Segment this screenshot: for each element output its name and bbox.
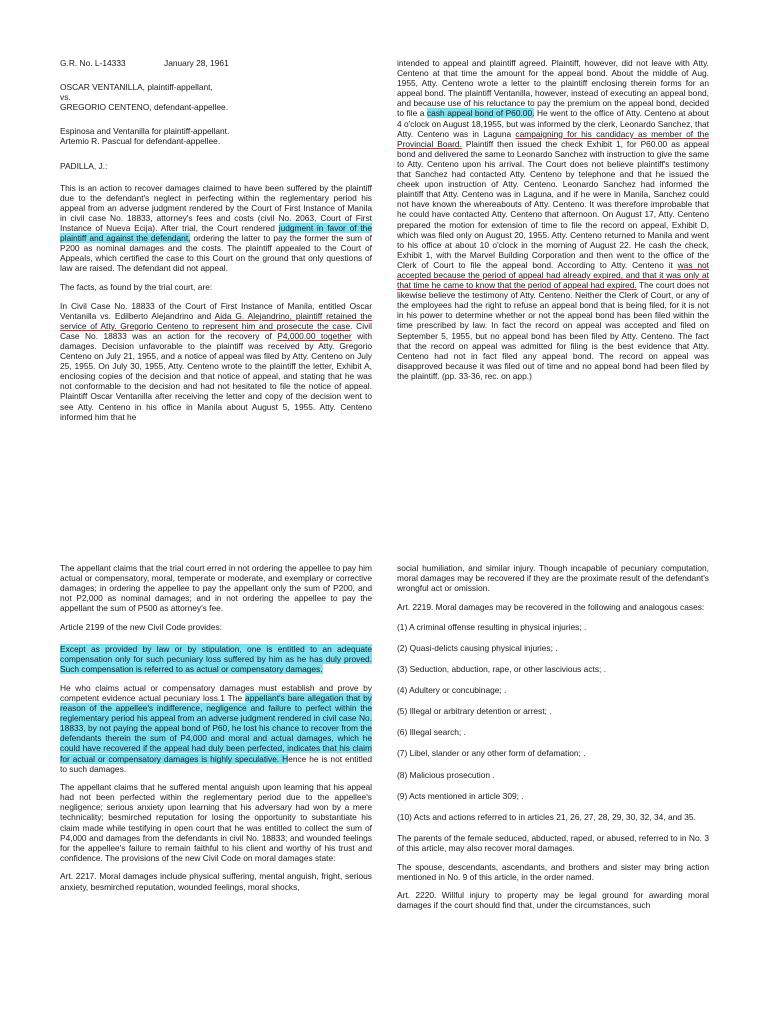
highlight: appellant's bare allegation that by reason of the appellee's indifference, negligence and failure to perfect within the reglementary period his appeal from an adverse judgment rendered in civil case No. 18833, by not paying the appeal bond of P60, he lost his chance to recover from the defendants therein the sum of P4,000 and moral and actual damages, which he could have recovered if the appeal had duly been perfected, indicates that his claim for actual or compensatory damages is highly speculative. H bbox=[60, 692, 372, 764]
paragraph: social humiliation, and similar injury. Though incapable of pecuniary computation, moral damages may be recovered if they are the proximate result of the defendant's wrongful act or omission. bbox=[397, 563, 709, 594]
document-page-2 bbox=[0, 545, 768, 1024]
underline-annotation: Aida G. Alejandrino, plaintiff retained the service of Atty. Gregorio Centeno to represent him and prosecute the case bbox=[60, 310, 372, 331]
highlight: Except as provided by law or by stipulation, one is entitled to an adequate compensation only for such pecuniary loss suffered by him as he has duly proved. Such compensation is referred to as actual or compensatory damages. bbox=[60, 644, 372, 675]
paragraph: Article 2199 of the new Civil Code provides: bbox=[60, 621, 222, 632]
list-item: (6) Illegal search; . bbox=[397, 727, 466, 738]
case-number: G.R. No. L-14333 bbox=[60, 58, 126, 68]
justice-name: PADILLA, J.: bbox=[60, 160, 108, 171]
paragraph: Art. 2217. Moral damages include physical suffering, mental anguish, fright, serious anxiety, besmirched reputation, wounded feelings, moral shocks, bbox=[60, 871, 372, 892]
list-item: (7) Libel, slander or any other form of defamation; . bbox=[397, 748, 586, 759]
list-item: (5) Illegal or arbitrary detention or arrest; . bbox=[397, 706, 552, 717]
page1-right-column bbox=[397, 58, 709, 390]
list-item: (3) Seduction, abduction, rape, or other lascivious acts; . bbox=[397, 664, 607, 675]
paragraph: The facts, as found by the trial court, are: bbox=[60, 282, 213, 292]
underline-annotation: was not accepted because the period of appeal had already expired, and that it was only at that time he came to know that the period of appeal had expired. bbox=[397, 259, 709, 291]
party-plaintiff: OSCAR VENTANILLA, plaintiff-appellant, bbox=[60, 82, 213, 93]
party-defendant: GREGORIO CENTENO, defendant-appellee. bbox=[60, 102, 229, 113]
paragraph: The appellant claims that the trial court erred in not ordering the appellee to pay him actual or compensatory, moral, temperate or moderate, and exemplary or corrective damages; in ordering the appellee to pay the appellant only the sum of P200, and not P2,000 as nominal damages; and in not ordering the appellee to pay the appellant the sum of P500 as attorney's fee. bbox=[60, 563, 372, 614]
paragraph: The appellant claims that he suffered mental anguish upon learning that his appeal had not been perfected within the reglementary period due to the appellee's negligence; serious anxiety upon learning that his adversary had won by a mere technicality; besmirched reputation for losing the opportunity to substantiate his claim made while testifying in open court that he was entitled to collect the sum of P4,000 and damages from the defendants in civil No. 18833; and wounded feelings for the appellee's failure to remain faithful to his client and worthy of his trust and confidence. The provisions of the new Civil Code on moral damages state: bbox=[60, 782, 372, 863]
quoted-provision bbox=[60, 644, 372, 674]
case-date: January 28, 1961 bbox=[164, 58, 229, 68]
list-item: (10) Acts and actions referred to in articles 21, 26, 27, 28, 29, 30, 32, 34, and 35. bbox=[397, 811, 696, 822]
paragraph: Art. 2219. Moral damages may be recovered in the following and analogous cases: bbox=[397, 601, 705, 612]
list-item: (8) Malicious prosecution . bbox=[397, 769, 495, 780]
list-item: (2) Quasi-delicts causing physical injuries; . bbox=[397, 642, 558, 653]
page2-left-column bbox=[60, 563, 372, 900]
page1-left-column bbox=[60, 58, 372, 430]
paragraph: Art. 2220. Willful injury to property may be legal ground for awarding moral damages if the court should find that, under the circumstances, such bbox=[397, 890, 709, 911]
list-item: (9) Acts mentioned in article 309; . bbox=[397, 790, 524, 801]
paragraph: The spouse, descendants, ascendants, and brothers and sister may bring action mentioned in No. 9 of this article, in the order named. bbox=[397, 861, 709, 882]
paragraph: The parents of the female seduced, abducted, raped, or abused, referred to in No. 3 of this article, may also recover moral damages. bbox=[397, 832, 709, 853]
party-versus: vs. bbox=[60, 92, 71, 103]
underline-annotation: campaigning for his candidacy as member of the Provincial Board. bbox=[397, 128, 709, 149]
paragraph: intended to appeal and plaintiff agreed. Plaintiff, however, did not leave with Atty. Centeno at that time the amount for the appeal bond. About the middle of Aug. 1955, Atty. Centeno wrote a letter to the plaintiff enclosing therein forms for an appeal bond. The plaintiff Ventanilla, however, instead of executing an appeal bond, and because use of his reluctance to pay the premium on the appeal bond, decided to file a cash appeal bond of P60.00. He went to the office of Atty. Centeno at about 4 o'clock on August 18,1955, but was informed by the clerk, Leonardo Sanchez, that Atty. Centeno was in Laguna campaigning for his candidacy as member of the Provincial Board. Plaintiff then issued the check Exhibit 1, for P60.00 as appeal bond and delivered the same to Leonardo Sanchez with instruction to give the same to Atty. Centeno upon his arrival. The Court does not believe plaintiff's testimony that Sanchez had contacted Atty. Centeno by telephone and that he issued the cheek upon instruction of Atty. Centeno. Leonardo Sanchez had informed the plaintiff that Atty. Centeno was in Laguna, and if he were in Manila, Sanchez could not have known the whereabouts of Atty. Centeno. It was therefore improbable that he could have contacted Atty. Centeno that afternoon. On August 17, Atty. Centeno prepared the motion for extension of time to file the record on appeal, Exhibit D, which was filed only on August 20, 1955. Atty. Centeno returned to Manila and went to his office at about 10 o'clock in the morning of August 22. He cash the check, Exhibit 1, with the Marvel Building Corporation and then went to the office of the Clerk of Court to file the appeal bond. According to Atty. Centeno it was not accepted because the period of appeal had already expired, and that it was only at that time he came to know that the period of appeal had expired. The court does not likewise believe the testimony of Atty. Centeno. Neither the Clerk of Court, or any of the employees had the right to refuse an appeal bond that is being filed, for it is not in his power to determine whether or not the appeal bond has been filed within the time prescribed by law. In fact the record on appeal was accepted and filed on September 5, 1955, but no appeal bond has been filed by Atty. Centeno. The fact that the record on appeal was admitted for filing is the best evidence that Atty. Centeno had not in fact filed any appeal bond. The record on appeal was disapproved because it was filed out of time and no appeal bond had been filed by the plaintiff. (pp. 33-36, rec. on app.) bbox=[397, 58, 709, 381]
page2-right-column bbox=[397, 563, 709, 919]
counsel-defendant: Artemio R. Pascual for defendant-appellee. bbox=[60, 136, 221, 147]
paragraph: He who claims actual or compensatory damages must establish and prove by competent evidence actual pecuniary loss.1 The appellant's bare allegation that by reason of the appellee's indifference, negligence and failure to perfect within the reglementary period his appeal from an adverse judgment rendered in civil case No. 18833, by not paying the appeal bond of P60, he lost his chance to recover from the defendants therein the sum of P4,000 and moral and actual damages, which he could have recovered if the appeal had duly been perfected, indicates that his claim for actual or compensatory damages is highly speculative. Hence he is not entitled to such damages. bbox=[60, 682, 372, 774]
paragraph: In Civil Case No. 18833 of the Court of First Instance of Manila, entitled Oscar Ventanilla vs. Edilberto Alejandrino and Aida G. Alejandrino, plaintiff retained the service of Atty. Gregorio Centeno to represent him and prosecute the case. Civil Case No. 18833 was an action for the recovery of P4,000.00 together with damages. Decision unfavorable to the plaintiff was received by Atty. Gregorio Centeno on July 21, 1955, and a notice of appeal was filed by Atty. Centeno on July 25, 1955. On July 30, 1955, Atty. Centeno wrote to the plaintiff the letter, Exhibit A, enclosing copies of the decision and that notice of appeal, and stating that he was not conformable to the decision and had not hesitated to file the notice of appeal. Plaintiff Oscar Ventanilla after receiving the letter and copy of the decision went to see Atty. Centeno in his office in Manila about August 5, 1955. Atty. Centeno informed him that he bbox=[60, 300, 372, 422]
list-item: (1) A criminal offense resulting in physical injuries; . bbox=[397, 621, 587, 632]
highlight: cash appeal bond of P60.00. bbox=[426, 108, 535, 119]
list-item: (4) Adultery or concubinage; . bbox=[397, 685, 507, 696]
underline-annotation: P4,000.00 together bbox=[277, 330, 352, 341]
highlight: judgment in favor of the plaintiff and against the defendant, bbox=[60, 223, 372, 244]
counsel-plaintiff: Espinosa and Ventanilla for plaintiff-appellant. bbox=[60, 126, 230, 137]
paragraph: This is an action to recover damages claimed to have been suffered by the plaintiff due to the defendant's neglect in perfecting within the reglementary period his appeal from an adverse judgment rendered by the Court of First Instance of Manila in civil case No. 18833, attorney's fees and costs (civil No. 2063, Court of First Instance of Nueva Ecija). After trial, the Court rendered judgment in favor of the plaintiff and against the defendant, ordering the latter to pay the former the sum of P200 as nominal damages and the costs. The plaintiff appealed to the Court of Appeals, which certified the case to this Court on the ground that only questions of law are raised. The defendant did not appeal. bbox=[60, 182, 372, 274]
